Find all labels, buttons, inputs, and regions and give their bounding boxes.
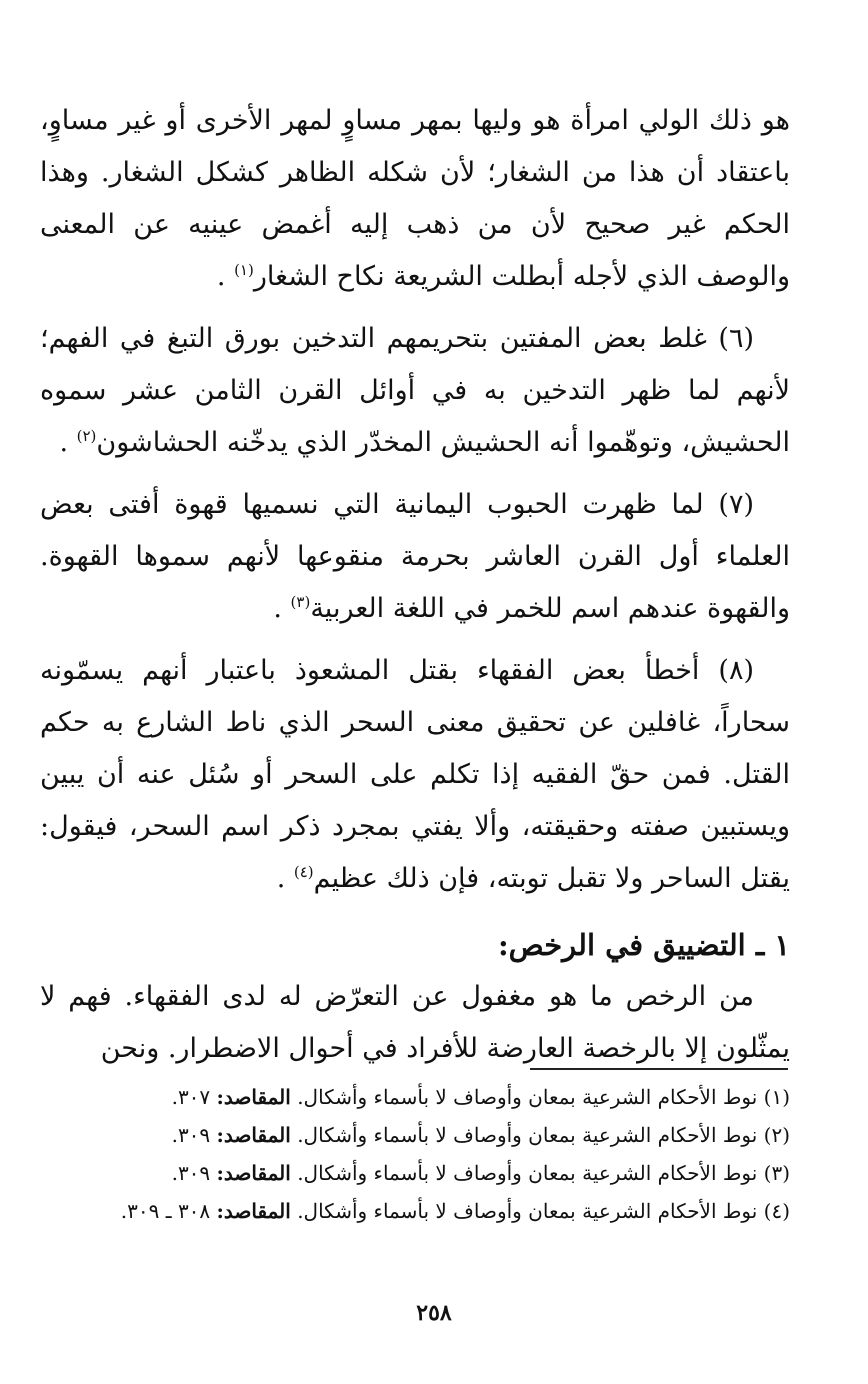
footnote-1 bbox=[40, 1078, 790, 1116]
footnote-pages: ٣٠٧. bbox=[171, 1085, 211, 1109]
footnote-ref: (٢) bbox=[76, 427, 97, 445]
footnote-divider bbox=[530, 1068, 788, 1070]
paragraph-text: (٧) لما ظهرت الحبوب اليمانية التي نسميها قهوة أفتى بعض العلماء أول القرن العاشر بحرمة منقوعها لأنهم سموها القهوة. والقهوة عندهم اسم للخمر في اللغة العربية bbox=[40, 489, 790, 624]
footnote-3 bbox=[40, 1154, 790, 1192]
footnote-pages: ٣٠٨ ـ ٣٠٩. bbox=[120, 1199, 211, 1223]
section-heading: ١ ـ التضييق في الرخص: bbox=[497, 928, 790, 962]
footnote-ref: (٣) bbox=[290, 593, 311, 611]
section-paragraph: من الرخص ما هو مغفول عن التعرّض له لدى الفقهاء. فهم لا يمثّلون إلا بالرخصة العارضة للأفراد في أحوال الاضطرار. ونحن bbox=[40, 981, 790, 1064]
footnote-pages: ٣٠٩. bbox=[171, 1161, 211, 1185]
paragraph-item-7 bbox=[40, 479, 790, 635]
footnote-pages: ٣٠٩. bbox=[171, 1123, 211, 1147]
footnote-text: (٢) نوط الأحكام الشرعية بمعان وأوصاف لا بأسماء وأشكال. bbox=[297, 1123, 790, 1147]
footnote-2 bbox=[40, 1116, 790, 1154]
footnote-ref: (١) bbox=[234, 261, 254, 279]
footnote-source: المقاصد: bbox=[216, 1123, 291, 1147]
footnote-text: (٣) نوط الأحكام الشرعية بمعان وأوصاف لا بأسماء وأشكال. bbox=[297, 1161, 790, 1185]
footnote-text: (٤) نوط الأحكام الشرعية بمعان وأوصاف لا بأسماء وأشكال. bbox=[297, 1199, 790, 1223]
paragraph-text: (٦) غلط بعض المفتين بتحريمهم التدخين بورق التبغ في الفهم؛ لأنهم لما ظهر التدخين به في أوائل القرن الثامن عشر سموه الحشيش، وتوهّموا أنه الحشيش المخدّر الذي يدخّنه الحشاشون bbox=[40, 323, 790, 458]
paragraph-1 bbox=[40, 95, 790, 303]
paragraph-end: . bbox=[216, 261, 226, 292]
page-number: ٢٥٨ bbox=[416, 1300, 452, 1326]
footnote-source: المقاصد: bbox=[216, 1161, 291, 1185]
paragraph-text: (٨) أخطأ بعض الفقهاء بقتل المشعوذ باعتبار أنهم يسمّونه سحاراً، غافلين عن تحقيق معنى السحر الذي ناط الشارع به حكم القتل. فمن حقّ الفقيه إذا تكلم على السحر أو سُئل عنه أن يبين ويستبين صفته وحقيقته، وألا يفتي بمجرد ذكر اسم السحر، فيقول: يقتل الساحر ولا تقبل توبته، فإن ذلك عظيم bbox=[40, 655, 790, 894]
paragraph-text: هو ذلك الولي امرأة هو وليها بمهر مساوٍ لمهر الأخرى أو غير مساوٍ، باعتقاد أن هذا من الشغار؛ لأن شكله الظاهر كشكل الشغار. وهذا الحكم غير صحيح لأن من ذهب إليه أغمض عينيه عن المعنى والوصف الذي لأجله أبطلت الشريعة نكاح الشغار bbox=[40, 105, 790, 292]
paragraph-end: . bbox=[276, 863, 286, 894]
footnotes bbox=[40, 1078, 790, 1230]
footnote-ref: (٤) bbox=[293, 863, 314, 881]
paragraph-item-6 bbox=[40, 313, 790, 469]
paragraph-end: . bbox=[273, 593, 282, 624]
footnote-text: (١) نوط الأحكام الشرعية بمعان وأوصاف لا بأسماء وأشكال. bbox=[297, 1085, 790, 1109]
main-text bbox=[40, 95, 790, 1075]
footnote-source: المقاصد: bbox=[216, 1085, 291, 1109]
footnote-source: المقاصد: bbox=[216, 1199, 291, 1223]
paragraph-end: . bbox=[59, 427, 69, 458]
footnote-4 bbox=[40, 1192, 790, 1230]
paragraph-item-8 bbox=[40, 645, 790, 905]
